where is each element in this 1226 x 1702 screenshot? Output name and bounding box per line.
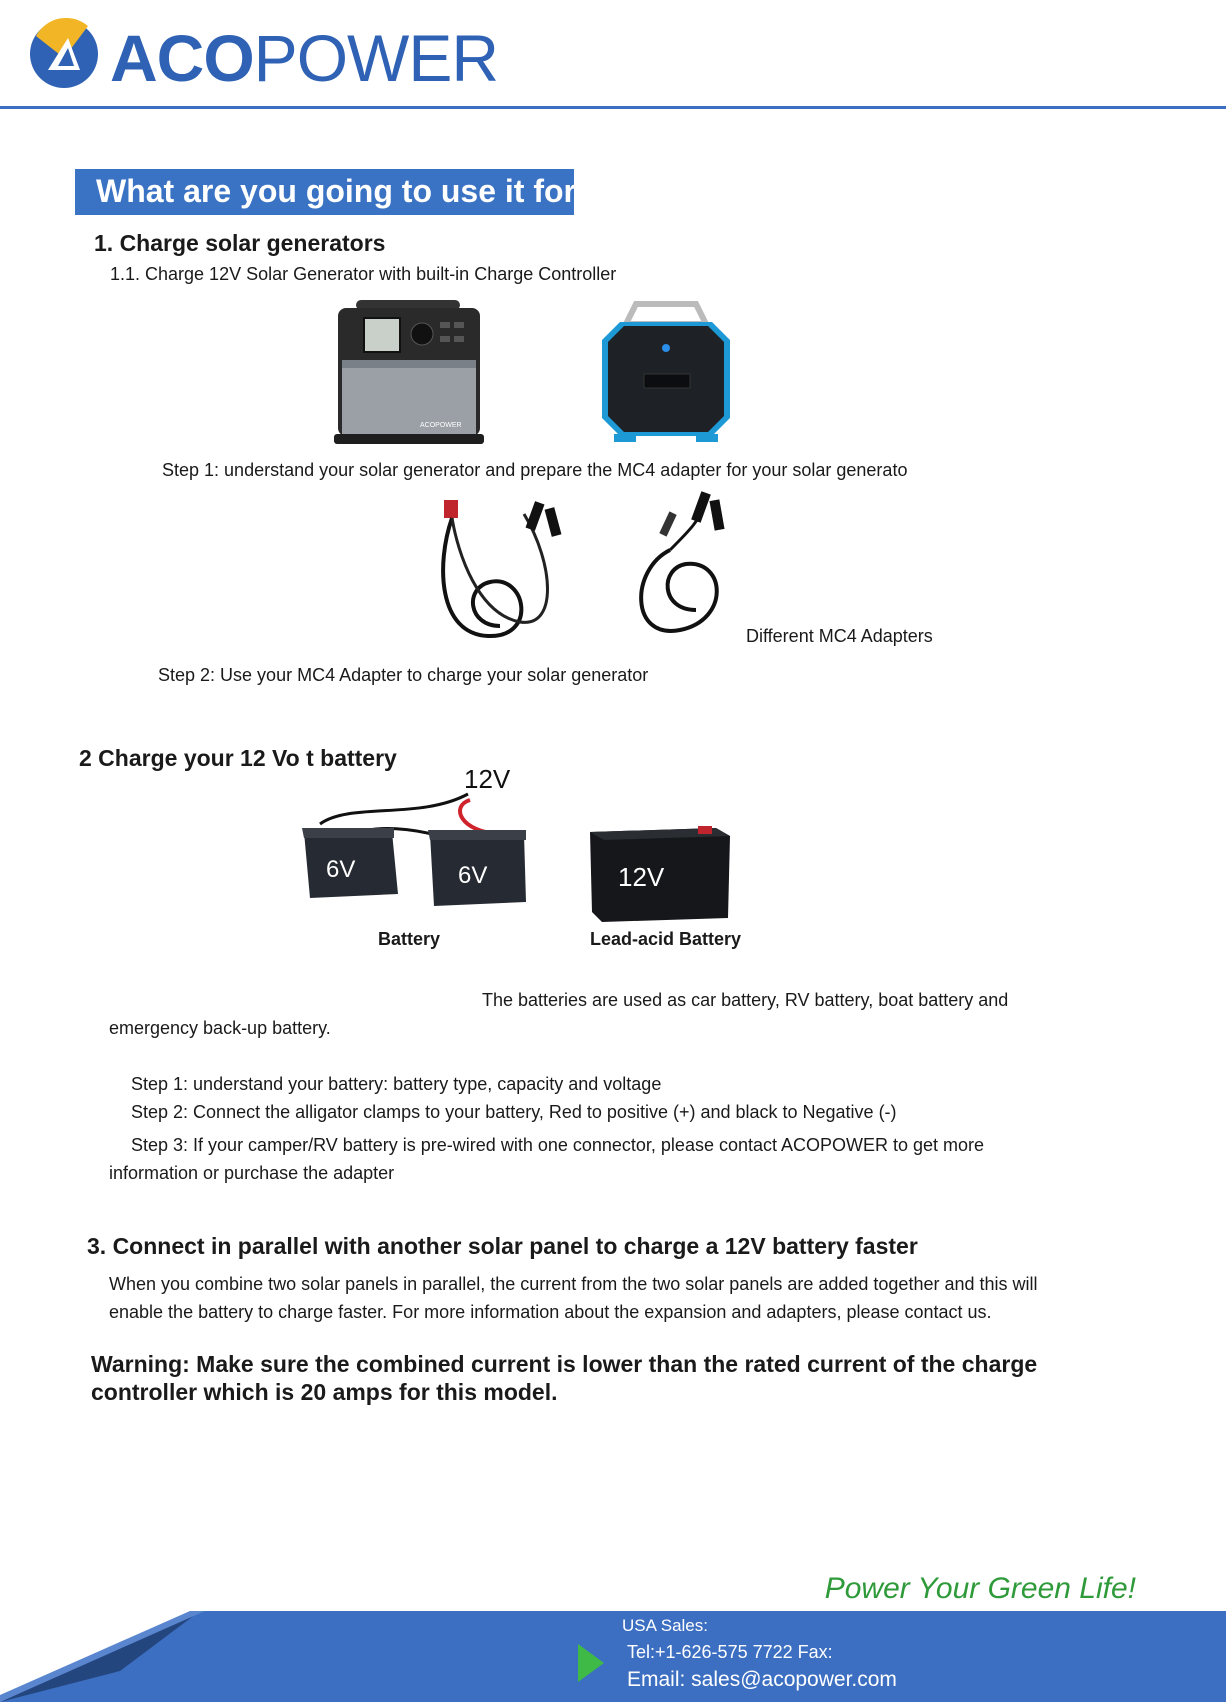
section1-step1: Step 1: understand your solar generator and prepare the MC4 adapter for your solar generato xyxy=(162,460,908,480)
solar-generator-photo-silver xyxy=(334,296,484,448)
header-divider xyxy=(0,106,1226,109)
footer-bar xyxy=(0,1611,1226,1702)
section-banner: What are you going to use it for xyxy=(75,169,574,215)
generator-brand-label: ACOPOWER xyxy=(420,422,462,429)
section2-para-line2: emergency back-up battery. xyxy=(109,1018,331,1038)
lead-acid-battery-photo xyxy=(586,818,730,922)
section3-para-line2: enable the battery to charge faster. For more information about the expansion and adapters, please contact us. xyxy=(109,1302,992,1322)
section1-subheading: 1.1. Charge 12V Solar Generator with built-in Charge Controller xyxy=(110,264,617,284)
mc4-adapter-photo-1 xyxy=(428,494,578,644)
footer-phone: Tel:+1-626-575 7722 Fax: xyxy=(627,1642,833,1662)
brand-wordmark: ACOPOWER xyxy=(110,21,499,95)
section2-heading: 2 Charge your 12 Vo t battery xyxy=(79,745,397,771)
solar-generator-photo-blue xyxy=(600,294,732,446)
battery-6v-right-label: 6V xyxy=(458,862,488,889)
footer-sales-label: USA Sales: xyxy=(622,1616,708,1635)
section2-para-line1: The batteries are used as car battery, RV battery, boat battery and xyxy=(482,990,1009,1010)
brand-logo xyxy=(26,18,499,95)
section2-step1: Step 1: understand your battery: battery type, capacity and voltage xyxy=(131,1074,662,1094)
play-arrow-icon xyxy=(578,1644,604,1682)
section2-step3-line1: Step 3: If your camper/RV battery is pre-wired with one connector, please contact ACOPOWER to get more xyxy=(131,1135,985,1155)
acopower-logo-icon xyxy=(26,18,104,90)
section3-para-line1: When you combine two solar panels in parallel, the current from the two solar panels are added together and this will xyxy=(109,1274,1038,1294)
battery-caption: Battery xyxy=(378,929,441,949)
section2-step2: Step 2: Connect the alligator clamps to your battery, Red to positive (+) and black to Negative (-) xyxy=(131,1102,897,1122)
section3-heading: 3. Connect in parallel with another solar panel to charge a 12V battery faster xyxy=(87,1233,918,1259)
voltage-12v-label: 12V xyxy=(464,764,511,794)
lead-acid-12v-label: 12V xyxy=(618,862,665,892)
mc4-adapters-caption: Different MC4 Adapters xyxy=(746,626,933,646)
section1-step2: Step 2: Use your MC4 Adapter to charge your solar generator xyxy=(158,665,649,685)
slogan: Power Your Green Life! xyxy=(824,1572,1136,1605)
section2-step3-line2: information or purchase the adapter xyxy=(109,1163,395,1183)
battery-6v-left-label: 6V xyxy=(326,856,356,883)
footer-email-link[interactable]: Email: sales@acopower.com xyxy=(627,1668,897,1691)
section1-heading: 1. Charge solar generators xyxy=(94,230,386,256)
warning-text: Warning: Make sure the combined current is lower than the rated current of the charge controller which is 20 amps for this model. xyxy=(91,1351,1038,1405)
mc4-adapter-photo-2 xyxy=(630,490,742,640)
lead-acid-battery-caption: Lead-acid Battery xyxy=(590,929,742,949)
